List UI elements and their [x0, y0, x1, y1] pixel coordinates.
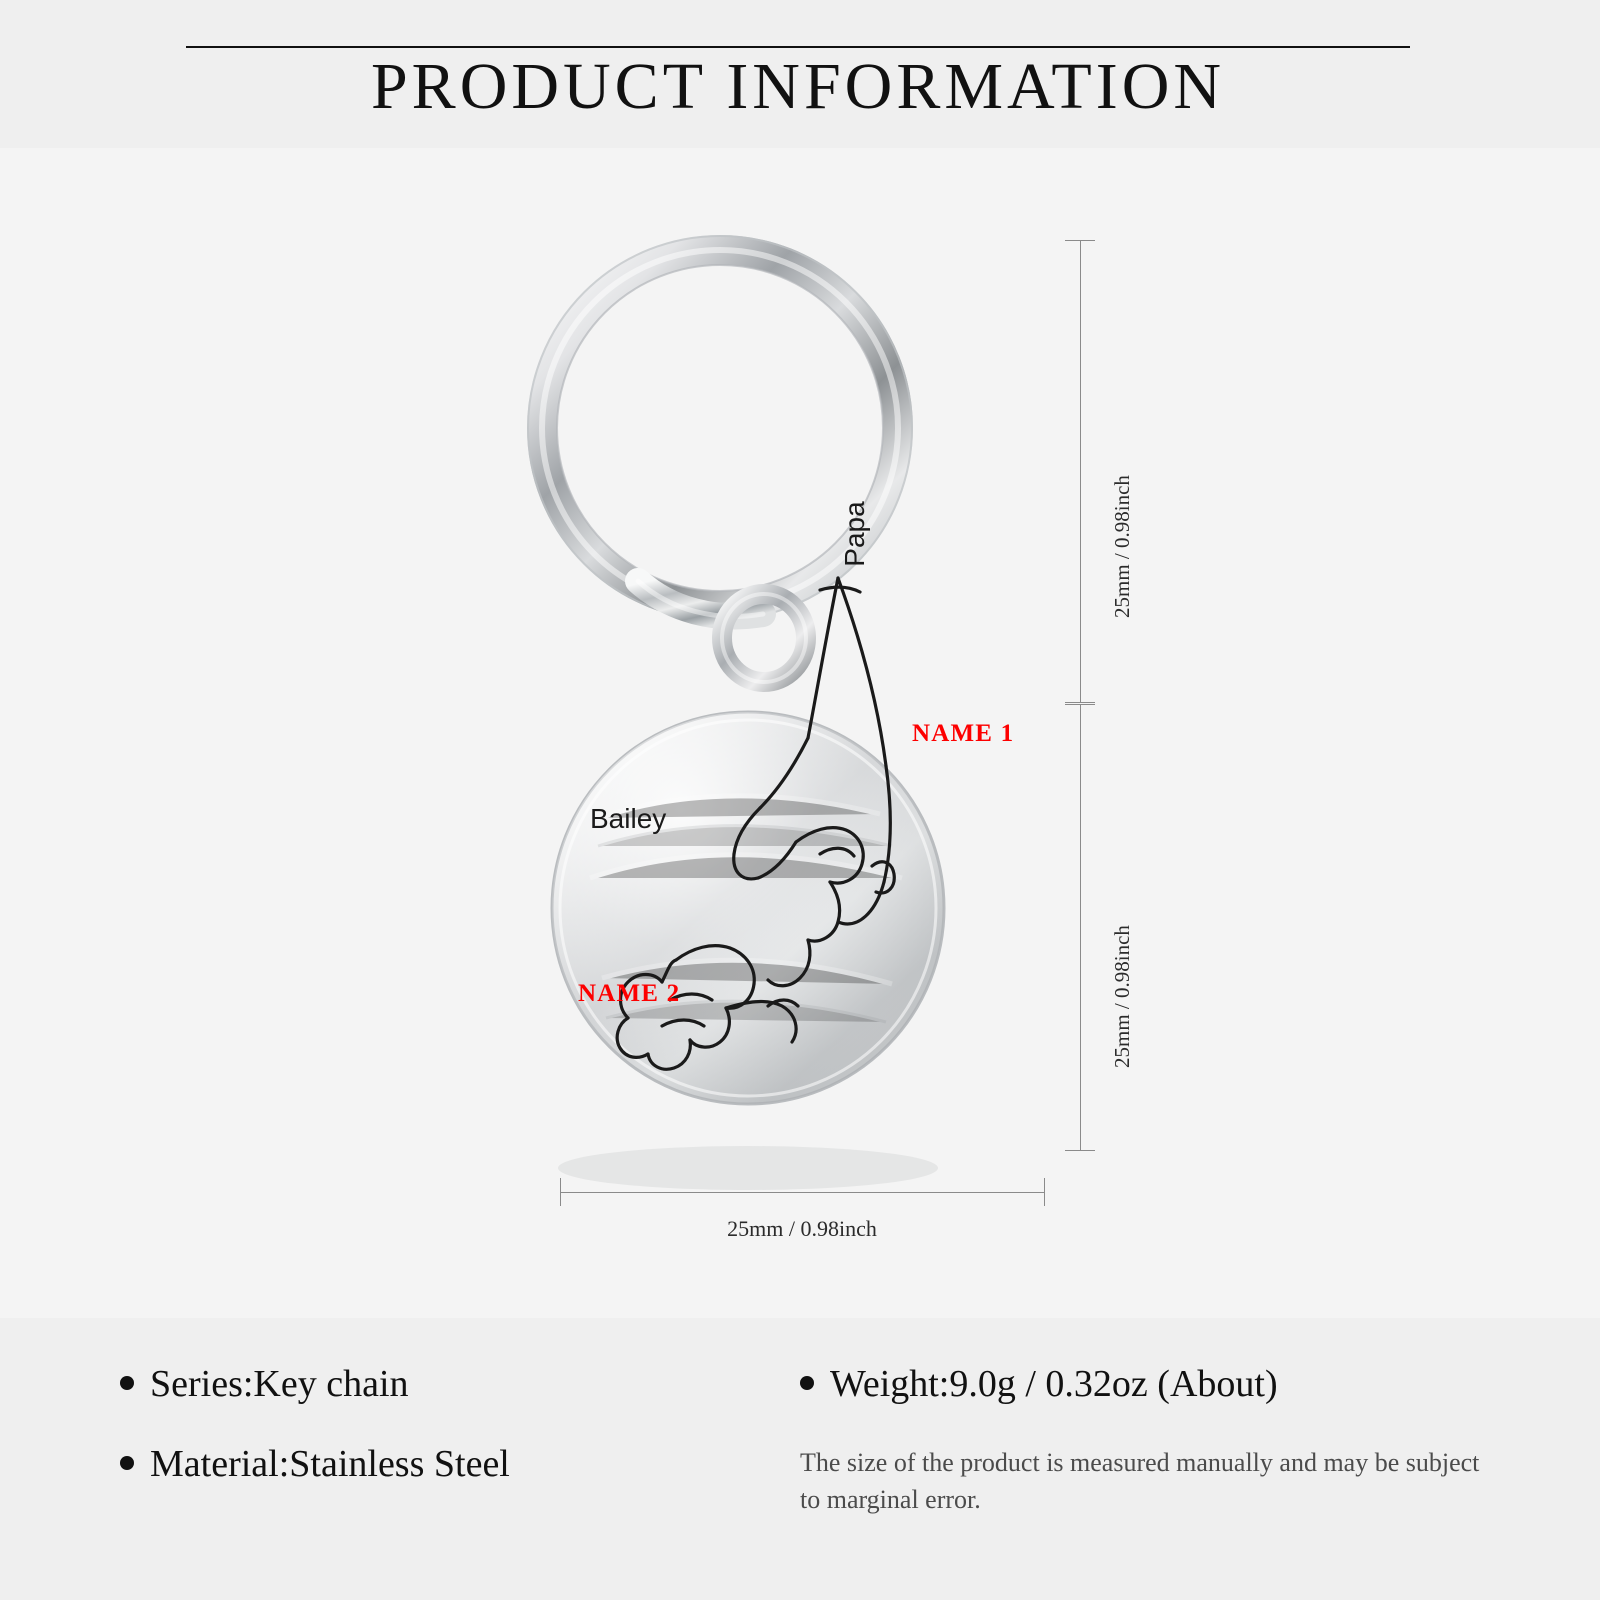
spec-series-text: Series:Key chain: [150, 1363, 409, 1405]
keychain-illustration: [520, 218, 1040, 1218]
spec-item-material: [120, 1444, 760, 1486]
engraved-name-2: Bailey: [590, 803, 667, 834]
measurement-note: The size of the product is measured manually and may be subject to marginal error.: [800, 1447, 1480, 1515]
callout-name-2: NAME 2: [578, 980, 681, 1007]
dim-label-pendant-height: 25mm / 0.98inch: [1110, 925, 1134, 1068]
spec-column-left: [120, 1364, 760, 1524]
engraved-name-1: Papa: [839, 501, 870, 567]
callout-name-1: NAME 1: [912, 720, 1015, 747]
spec-item-series: [120, 1364, 760, 1406]
dim-pendant-bottom-cap: [1065, 1150, 1095, 1151]
dim-width-line: [560, 1192, 1044, 1193]
spec-weight-text: Weight:9.0g / 0.32oz (About): [830, 1363, 1278, 1405]
dim-label-ring-height: 25mm / 0.98inch: [1110, 475, 1134, 618]
footer-band: [0, 1318, 1600, 1600]
bullet-icon: [120, 1456, 134, 1470]
spec-material-text: Material:Stainless Steel: [150, 1442, 510, 1485]
bullet-icon: [800, 1376, 814, 1390]
spec-item-weight: [800, 1364, 1480, 1406]
dim-ring-line: [1080, 240, 1081, 702]
product-stage: [0, 148, 1600, 1318]
product-image: [520, 218, 1040, 1218]
bullet-icon: [120, 1376, 134, 1390]
dim-ring-bottom-cap: [1065, 702, 1095, 703]
dim-width-right-cap: [1044, 1178, 1045, 1206]
spec-column-right: [800, 1364, 1480, 1519]
dim-label-pendant-width: 25mm / 0.98inch: [727, 1216, 877, 1241]
dim-pendant-line: [1080, 704, 1081, 1150]
page-title: PRODUCT INFORMATION: [370, 50, 1226, 123]
header-band: [0, 0, 1600, 148]
